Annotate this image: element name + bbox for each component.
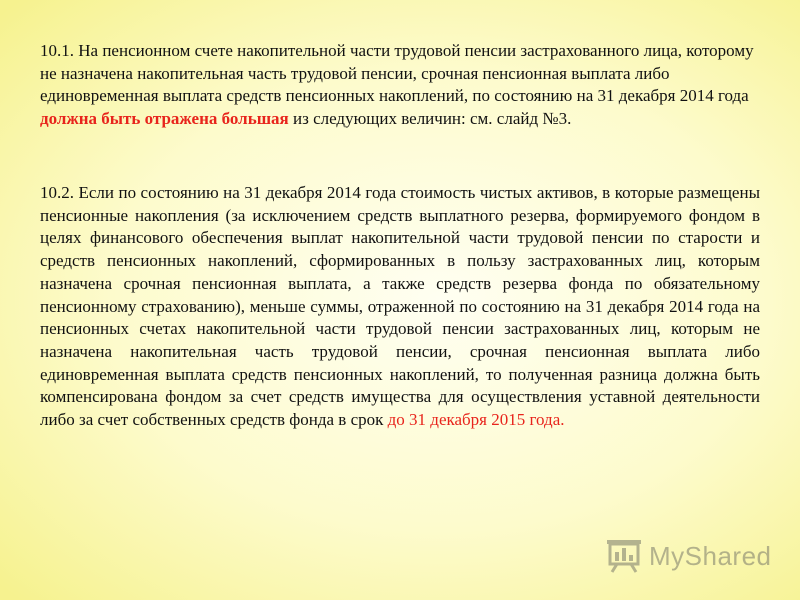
paragraph-10-1-highlight: должна быть отражена большая	[40, 109, 289, 129]
paragraph-10-2-highlight: до 31 декабря 2015 года.	[387, 410, 565, 430]
paragraph-10-1-text: 10.1. На пенсионном счете накопительной части трудовой пенсии застрахованного лица, которому не назначена накопительная часть трудовой пенсии, срочная пенсионная выплата либо единовременная выплата средств пенсионных накоплений, по состоянию на 31 декабря 2014 года	[40, 41, 754, 106]
myshared-watermark	[605, 536, 772, 576]
presentation-board-icon	[605, 538, 643, 574]
paragraph-10-2-text: 10.2. Если по состоянию на 31 декабря 2014 года стоимость чистых активов, в которые размещены пенсионные накопления (за исключением средств выплатного резерва, формируемого фондом в целях финансового обеспечения выплат накопительной части трудовой пенсии по старости и средств пенсионных накоплений, сформированных в пользу застрахованных лиц, которым назначена срочная пенсионная выплата, а также средств резерва фонда по обязательному пенсионному страхованию), меньше суммы, отраженной по состоянию на 31 декабря 2014 года на пенсионных счетах накопительной части трудовой пенсии застрахованных лиц, которым не назначена накопительная часть трудовой пенсии, срочная пенсионная выплата либо единовременная выплата средств пенсионных накоплений, то полученная разница должна быть компенсирована фондом за счет средств имущества для осуществления уставной деятельности либо за счет собственных средств фонда в срок	[40, 183, 760, 430]
paragraph-10-1	[40, 40, 760, 131]
paragraph-10-2	[40, 182, 760, 432]
paragraph-10-1-text-end: из следующих величин: см. слайд №3.	[288, 109, 572, 129]
watermark-text: MyShared	[649, 540, 772, 571]
